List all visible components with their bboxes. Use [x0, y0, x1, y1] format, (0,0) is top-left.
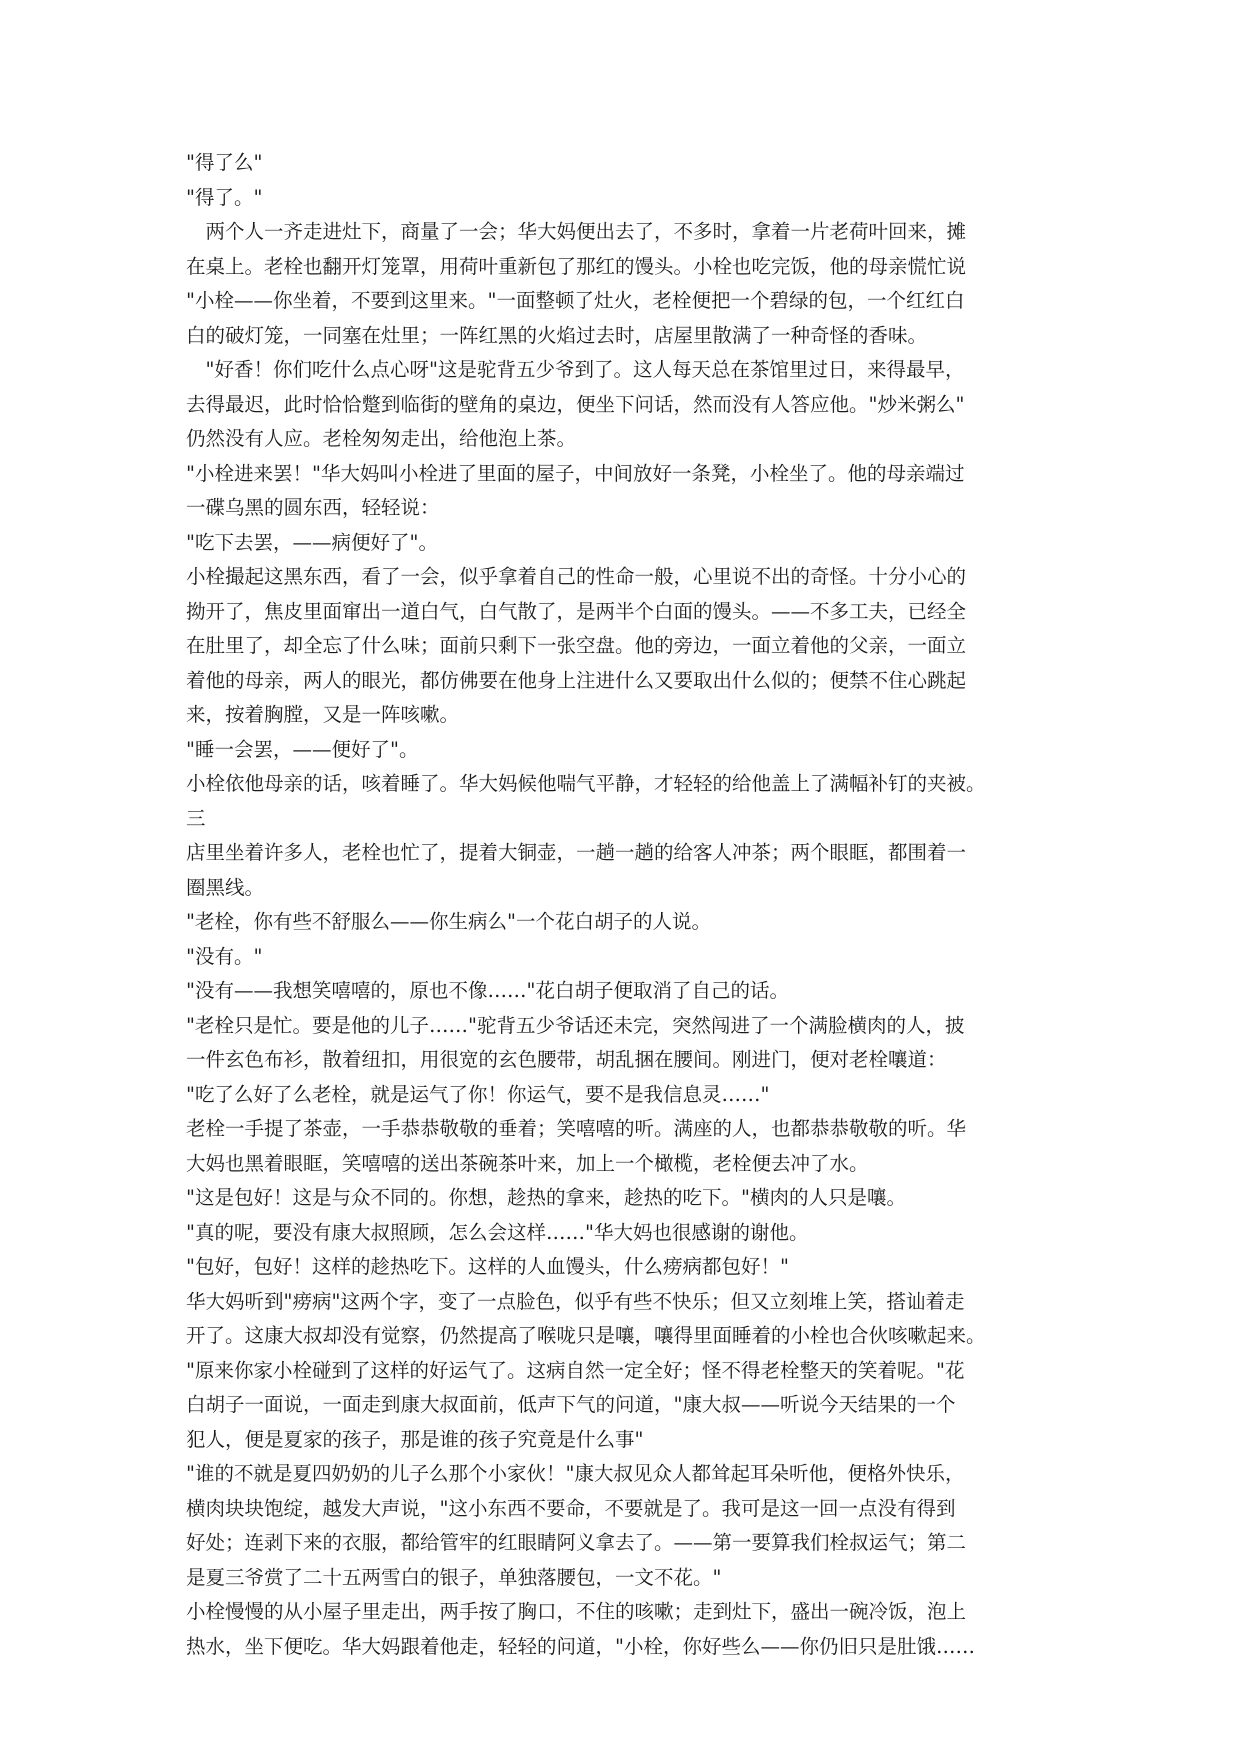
text-line: "得了么"	[186, 151, 263, 174]
text-line: 小栓慢慢的从小屋子里走出，两手按了胸口，不住的咳嗽；走到灶下，盛出一碗冷饭，泡上	[186, 1600, 967, 1623]
text-line: "没有。"	[186, 944, 263, 968]
text-line: 好处；连剥下来的衣服，都给管牢的红眼睛阿义拿去了。——第一要算我们栓叔运气；第二	[186, 1531, 967, 1554]
text-line: 大妈也黑着眼眶，笑嘻嘻的送出茶碗茶叶来，加上一个橄榄，老栓便去冲了水。	[186, 1151, 869, 1175]
text-line: "小栓进来罢！"华大妈叫小栓进了里面的屋子，中间放好一条凳，小栓坐了。他的母亲端过	[186, 461, 965, 485]
text-line: "原来你家小栓碰到了这样的好运气了。这病自然一定全好；怪不得老栓整天的笑着呢。"花	[186, 1358, 965, 1382]
text-line: "小栓——你坐着，不要到这里来。"一面整顿了灶火，老栓便把一个碧绿的包，一个红红白	[186, 289, 965, 312]
text-line: 两个人一齐走进灶下，商量了一会；华大妈便出去了，不多时，拿着一片老荷叶回来，摊	[186, 220, 967, 243]
text-line: "睡一会罢，——便好了"。	[186, 737, 419, 761]
text-line: "包好，包好！这样的趁热吃下。这样的人血馒头，什么痨病都包好！"	[186, 1255, 789, 1278]
text-line: "这是包好！这是与众不同的。你想，趁热的拿来，趁热的吃下。"横肉的人只是嚷。	[186, 1186, 906, 1209]
text-line: 白胡子一面说，一面走到康大叔面前，低声下气的问道，"康大叔——听说今天结果的一个	[186, 1393, 956, 1416]
text-line: 老栓一手提了茶壶，一手恭恭敬敬的垂着；笑嘻嘻的听。满座的人，也都恭恭敬敬的听。华	[186, 1117, 967, 1140]
text-line: 一件玄色布衫，散着纽扣，用很宽的玄色腰带，胡乱捆在腰间。刚进门，便对老栓嚷道：	[186, 1048, 947, 1071]
text-line: 圈黑线。	[186, 875, 265, 899]
text-line: 在肚里了，却全忘了什么味；面前只剩下一张空盘。他的旁边，一面立着他的父亲，一面立	[186, 634, 967, 657]
body-text	[186, 146, 1066, 1699]
text-line: 小栓依他母亲的话，咳着睡了。华大妈候他喘气平静，才轻轻的给他盖上了满幅补钉的夹被。	[186, 772, 986, 795]
text-line: "吃下去罢，——病便好了"。	[186, 530, 438, 554]
text-line: 来，按着胸膛，又是一阵咳嗽。	[186, 703, 460, 726]
text-line: 去得最迟，此时恰恰蹩到临街的壁角的桌边，便坐下问话，然而没有人答应他。"炒米粥么"	[186, 392, 965, 416]
text-line: 小栓撮起这黑东西，看了一会，似乎拿着自己的性命一般，心里说不出的奇怪。十分小心的	[186, 565, 967, 588]
text-line: "吃了么好了么老栓，就是运气了你！你运气，要不是我信息灵……"	[186, 1082, 770, 1106]
text-line: "谁的不就是夏四奶奶的儿子么那个小家伙！"康大叔见众人都耸起耳朵听他，便格外快乐，	[186, 1462, 965, 1485]
text-line: "好香！你们吃什么点心呀"这是驼背五少爷到了。这人每天总在茶馆里过日，来得最早，	[186, 358, 965, 381]
text-line: 开了。这康大叔却没有觉察，仍然提高了喉咙只是嚷，嚷得里面睡着的小栓也合伙咳嗽起来。	[186, 1324, 986, 1347]
text-line: "没有——我想笑嘻嘻的，原也不像……"花白胡子便取消了自己的话。	[186, 979, 789, 1002]
text-line: "老栓，你有些不舒服么——你生病么"一个花白胡子的人说。	[186, 910, 711, 933]
text-line: 仍然没有人应。老栓匆匆走出，给他泡上茶。	[186, 427, 577, 450]
text-line: 是夏三爷赏了二十五两雪白的银子，单独落腰包，一文不花。"	[186, 1565, 722, 1589]
section-heading: 三	[186, 806, 206, 830]
text-line: "得了。"	[186, 185, 263, 209]
text-line: 店里坐着许多人，老栓也忙了，提着大铜壶，一趟一趟的给客人冲茶；两个眼眶，都围着一	[186, 841, 967, 864]
text-line: 着他的母亲，两人的眼光，都仿佛要在他身上注进什么又要取出什么似的；便禁不住心跳起	[186, 668, 967, 692]
text-line: 热水，坐下便吃。华大妈跟着他走，轻轻的问道，"小栓，你好些么——你仍旧只是肚饿……	[186, 1634, 975, 1658]
text-line: 白的破灯笼，一同塞在灶里；一阵红黑的火焰过去时，店屋里散满了一种奇怪的香味。	[186, 323, 928, 347]
text-line: 拗开了，焦皮里面窜出一道白气，白气散了，是两半个白面的馒头。——不多工夫，已经全	[186, 599, 967, 623]
text-line: 一碟乌黑的圆东西，轻轻说：	[186, 496, 440, 519]
text-line: "真的呢，要没有康大叔照顾，怎么会这样……"华大妈也很感谢的谢他。	[186, 1220, 809, 1244]
text-line: "老栓只是忙。要是他的儿子……"驼背五少爷话还未完，突然闯进了一个满脸横肉的人，披	[186, 1013, 965, 1037]
text-line: 横肉块块饱绽，越发大声说，"这小东西不要命，不要就是了。我可是这一回一点没有得到	[186, 1496, 956, 1520]
text-line: 在桌上。老栓也翻开灯笼罩，用荷叶重新包了那红的馒头。小栓也吃完饭，他的母亲慌忙说	[186, 254, 967, 278]
text-line	[186, 1664, 1066, 1699]
text-line: 华大妈听到"痨病"这两个字，变了一点脸色，似乎有些不快乐；但又立刻堆上笑，搭讪着走	[186, 1289, 965, 1313]
text-line: 犯人，便是夏家的孩子，那是谁的孩子究竟是什么事"	[186, 1427, 644, 1451]
